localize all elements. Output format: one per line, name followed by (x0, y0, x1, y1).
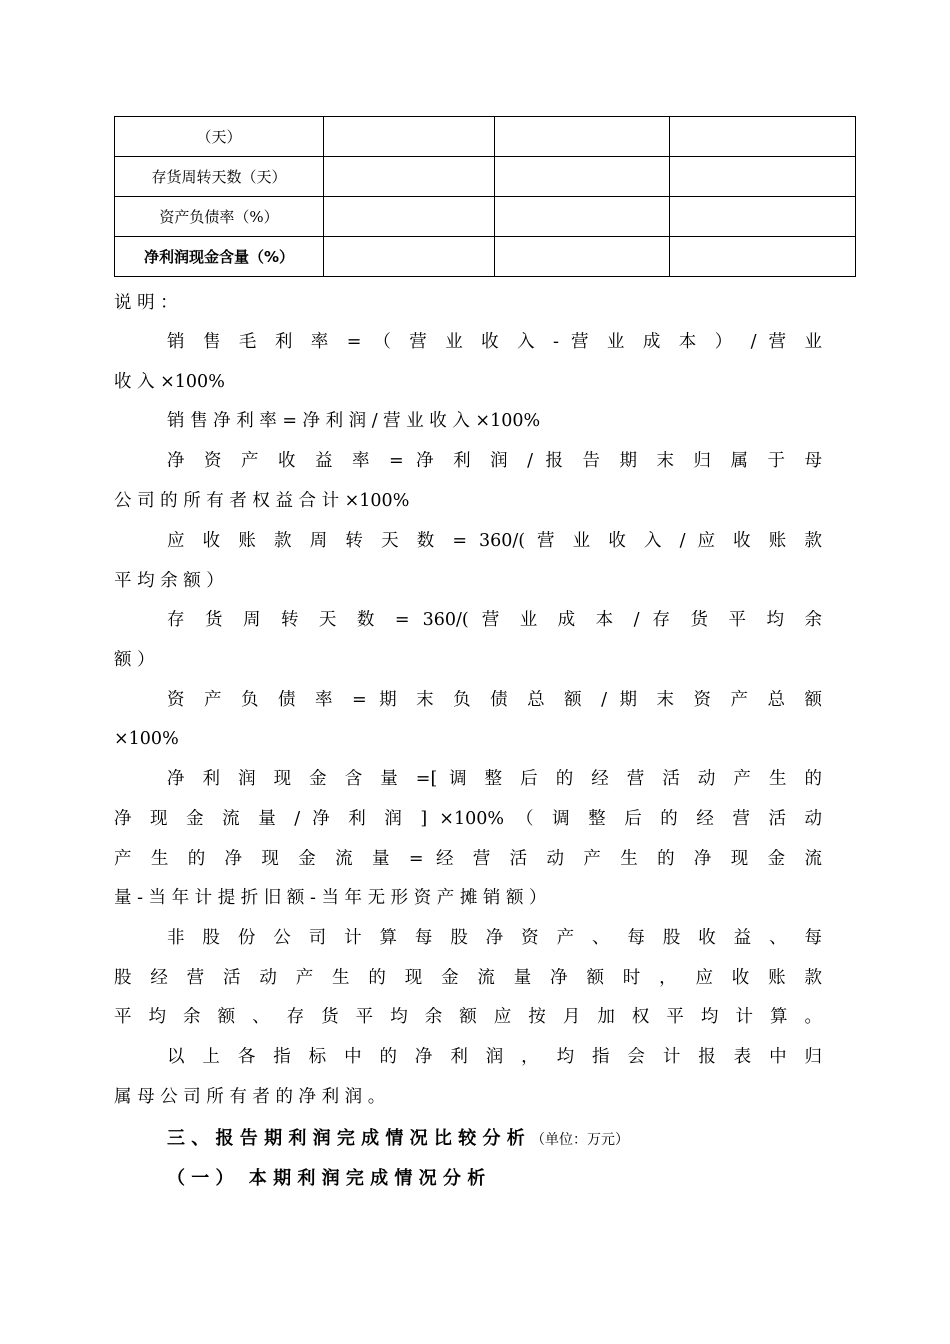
note-line: 销 售 毛 利 率 = （ 营 业 收 入 - 营 业 成 本 ） / 营 业 (167, 332, 822, 352)
metric-label: 净利润现金含量（%） (115, 237, 324, 277)
note-line: 平 均 余 额 、 存 货 平 均 余 额 应 按 月 加 权 平 均 计 算 。 (114, 1007, 822, 1027)
section-3-title: 三 、 报 告 期 利 润 完 成 情 况 比 较 分 析 (167, 1128, 525, 1149)
note-line: 股 经 营 活 动 产 生 的 现 金 流 量 净 额 时 ， 应 收 账 款 (114, 968, 822, 988)
section-3-heading (167, 1124, 629, 1150)
value-cell (324, 237, 495, 277)
note-line: 净 资 产 收 益 率 = 净 利 润 / 报 告 期 末 归 属 于 母 (167, 451, 822, 471)
note-line: 额 ） (114, 650, 155, 670)
metric-label: 存货周转天数（天） (115, 157, 324, 197)
table-row (115, 197, 856, 237)
table-row (115, 157, 856, 197)
note-line: 资 产 负 债 率 = 期 末 负 债 总 额 / 期 末 资 产 总 额 (167, 690, 822, 710)
notes-title: 说 明 ： (114, 293, 178, 313)
note-line: 净 利 润 现 金 含 量 =[ 调 整 后 的 经 营 活 动 产 生 的 (167, 769, 822, 789)
note-line: 非 股 份 公 司 计 算 每 股 净 资 产 、 每 股 收 益 、 每 (167, 928, 822, 948)
value-cell (495, 157, 670, 197)
note-line: 应 收 账 款 周 转 天 数 = 360/( 营 业 收 入 / 应 收 账 款 (167, 531, 822, 551)
table-row (115, 117, 856, 157)
note-line: 净 现 金 流 量 / 净 利 润 ] ×100% （ 调 整 后 的 经 营 活 动 (114, 809, 822, 829)
table-row (115, 237, 856, 277)
value-cell (324, 197, 495, 237)
note-line: 存 货 周 转 天 数 = 360/( 营 业 成 本 / 存 货 平 均 余 (167, 610, 822, 630)
value-cell (324, 157, 495, 197)
note-line: 平 均 余 额 ） (114, 571, 224, 591)
financial-metrics-table (114, 116, 856, 277)
value-cell (324, 117, 495, 157)
note-line: 收 入 ×100% (114, 372, 225, 392)
section-3-unit: （单位：万元） (531, 1132, 630, 1148)
value-cell (670, 157, 856, 197)
value-cell (495, 237, 670, 277)
note-line: ×100% (114, 729, 179, 749)
note-line: 以 上 各 指 标 中 的 净 利 润 ， 均 指 会 计 报 表 中 归 (167, 1047, 822, 1067)
note-line: 产 生 的 净 现 金 流 量 = 经 营 活 动 产 生 的 净 现 金 流 (114, 849, 822, 869)
note-line: 销 售 净 利 率 = 净 利 润 / 营 业 收 入 ×100% (167, 411, 541, 431)
note-line: 量 - 当 年 计 提 折 旧 额 - 当 年 无 形 资 产 摊 销 额 ） (114, 888, 547, 908)
value-cell (670, 237, 856, 277)
value-cell (670, 117, 856, 157)
note-line: 属 母 公 司 所 有 者 的 净 利 润 。 (114, 1087, 386, 1107)
value-cell (670, 197, 856, 237)
subsection-1-heading: （ 一 ） 本 期 利 润 完 成 情 况 分 析 (167, 1168, 486, 1189)
metric-label: 资产负债率（%） (115, 197, 324, 237)
note-line: 公 司 的 所 有 者 权 益 合 计 ×100% (114, 491, 410, 511)
value-cell (495, 197, 670, 237)
metric-label: （天） (115, 117, 324, 157)
value-cell (495, 117, 670, 157)
